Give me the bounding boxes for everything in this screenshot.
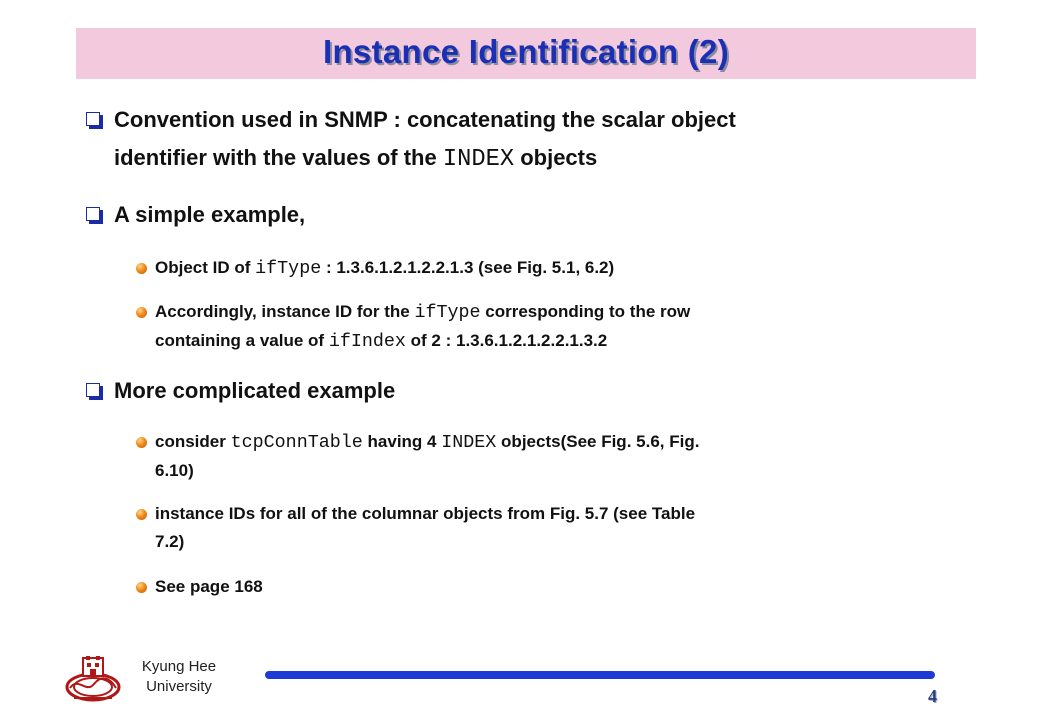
sub-bullet-see-page: [136, 573, 936, 601]
bullet-line: [114, 139, 926, 179]
sub-bullet-text: consider: [155, 432, 231, 451]
orange-bullet-icon: [136, 307, 147, 318]
sub-bullet-text: Accordingly, instance ID for the: [155, 302, 415, 321]
sub-bullet-text: : 1.3.6.1.2.1.2.2.1.3 (see Fig. 5.1, 6.2): [321, 258, 615, 277]
square-bullet-icon: [86, 112, 100, 126]
bullet-text: A simple example,: [114, 202, 306, 227]
orange-bullet-icon: [136, 509, 147, 520]
sub-bullet-text: See page 168: [155, 577, 263, 596]
code-term: tcpConnTable: [230, 432, 363, 453]
bullet-text: objects: [514, 145, 598, 170]
page-number: 4: [928, 686, 937, 706]
code-term: ifType: [255, 258, 322, 279]
sub-bullet-text: objects(See Fig. 5.6, Fig.: [496, 432, 700, 451]
code-term: INDEX: [441, 432, 497, 453]
bullet-item-convention: [86, 101, 926, 179]
sub-bullet-object-id: [136, 254, 936, 283]
sub-bullet-tcpconntable: [136, 428, 936, 485]
square-bullet-icon: [86, 207, 100, 221]
bullet-item-simple-example: [86, 196, 926, 234]
sub-bullet-line: 6.10): [155, 461, 194, 480]
university-name-line: Kyung Hee: [141, 658, 217, 675]
bullet-line: [114, 101, 926, 139]
sub-bullet-line: [155, 428, 936, 457]
orange-bullet-icon: [136, 263, 147, 274]
sub-bullet-columnar: [136, 500, 936, 556]
bullet-text: identifier with the values of the: [114, 145, 443, 170]
code-term: INDEX: [442, 146, 515, 173]
sub-bullet-text: containing a value of: [155, 331, 329, 350]
slide-title: Instance Identification (2): [323, 33, 729, 70]
orange-bullet-icon: [136, 582, 147, 593]
square-bullet-icon: [86, 383, 100, 397]
bullet-text: Convention used in SNMP : concatenating the scalar object: [114, 107, 736, 132]
sub-bullet-line: [155, 327, 936, 356]
footer-divider: [265, 671, 935, 679]
sub-bullet-text: Object ID of: [155, 258, 256, 277]
sub-bullet-text: corresponding to the row: [480, 302, 691, 321]
bullet-text: More complicated example: [114, 378, 396, 403]
code-term: ifIndex: [328, 331, 406, 352]
university-name: [125, 657, 233, 697]
sub-bullet-text: having 4: [362, 432, 442, 451]
sub-bullet-instance-id: [136, 298, 936, 356]
university-name-line: University: [146, 678, 212, 695]
sub-bullet-line: instance IDs for all of the columnar objects from Fig. 5.7 (see Table: [155, 504, 696, 523]
sub-bullet-line: 7.2): [155, 532, 185, 551]
university-emblem-icon: [64, 654, 122, 704]
code-term: ifType: [414, 302, 481, 323]
bullet-item-complicated-example: [86, 372, 926, 410]
orange-bullet-icon: [136, 437, 147, 448]
sub-bullet-text: of 2 : 1.3.6.1.2.1.2.2.1.3.2: [405, 331, 608, 350]
sub-bullet-line: [155, 298, 936, 327]
